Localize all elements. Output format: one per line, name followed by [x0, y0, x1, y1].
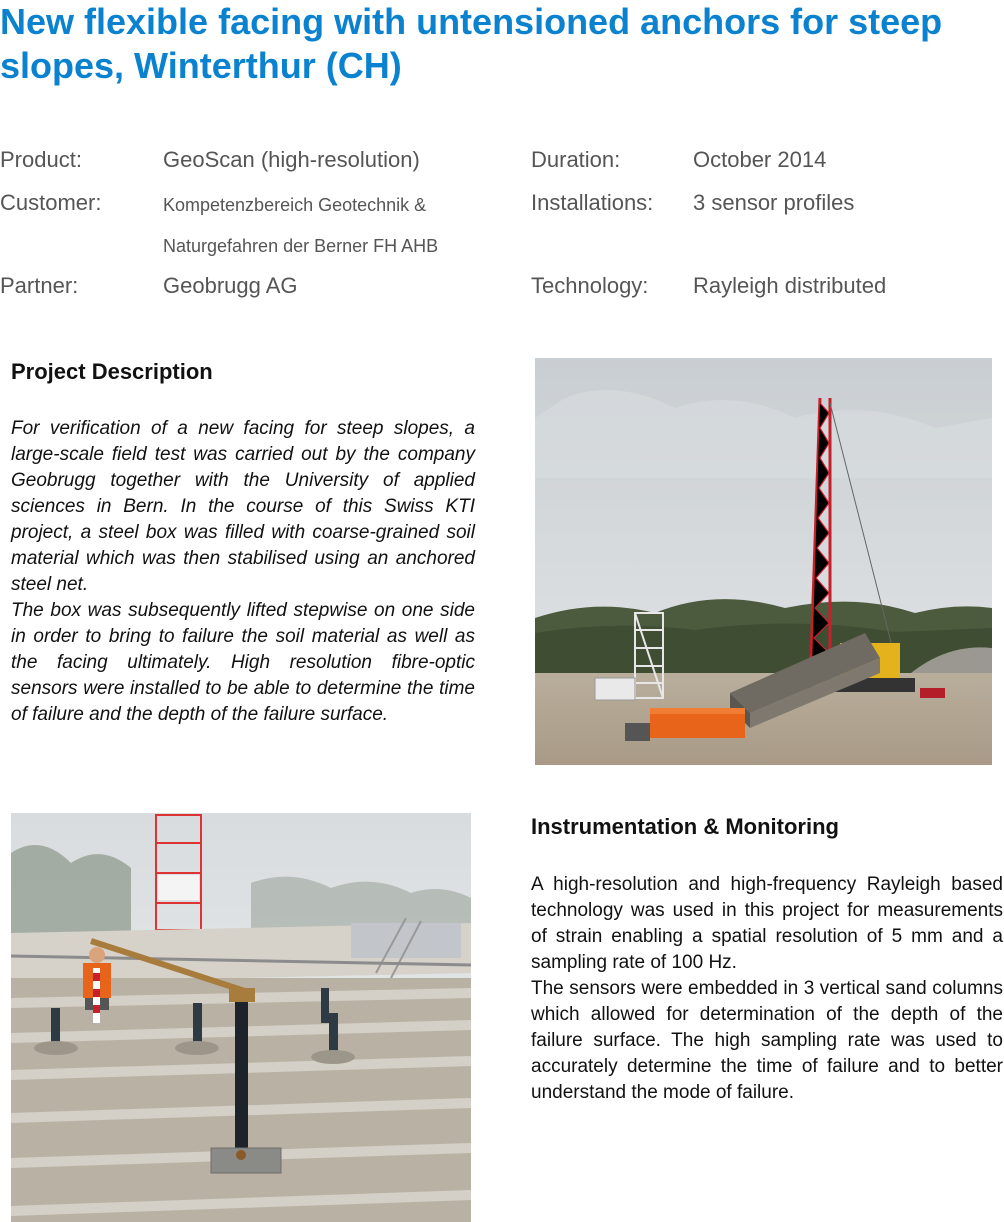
project-description-heading: Project Description [11, 359, 213, 384]
project-paragraph-1: For verification of a new facing for steep slopes, a large-scale field test was carried out by the company Geobrugg together with the University of applied sciences in Bern. In the course of this Swiss KTI project, a steel box was filled with coarse-grained soil material which was then stabilised using an anchored steel net. [11, 418, 475, 595]
instrumentation-heading: Instrumentation & Monitoring [531, 814, 839, 839]
installations-value: 3 sensor profiles [693, 190, 855, 215]
project-description-text [11, 416, 475, 728]
product-value: GeoScan (high-resolution) [163, 147, 420, 172]
customer-label: Customer: [0, 190, 102, 215]
customer-value-line2: Naturgefahren der Berner FH AHB [163, 236, 439, 256]
customer-value-line1: Kompetenzbereich Geotechnik & [163, 195, 427, 215]
duration-value: October 2014 [693, 147, 827, 172]
technology-value: Rayleigh distributed [693, 273, 887, 298]
product-label: Product: [0, 147, 82, 172]
partner-label: Partner: [0, 273, 79, 298]
crane-test-photo [535, 358, 992, 765]
technology-label: Technology: [531, 273, 649, 298]
project-paragraph-2: The box was subsequently lifted stepwise on one side in order to bring to failure the soil material as well as the facing ultimately. High resolution fibre-optic sensors were installed to be able to determine the time of failure and the depth of the failure surface. [11, 600, 475, 725]
page-title: New flexible facing with untensioned anchors for steep slopes, Winterthur (CH) [0, 1, 943, 86]
instrumentation-paragraph-1: A high-resolution and high-frequency Rayleigh based technology was used in this project for measurements of strain enabling a spatial resolution of 5 mm and a sampling rate of 100 Hz. [531, 874, 1003, 973]
instrumentation-paragraph-2: The sensors were embedded in 3 vertical sand columns which allowed for determination of the depth of the failure surface. The high sampling rate was used to accurately determine the time of failure and to better understand the mode of failure. [531, 978, 1003, 1103]
instrumentation-text [531, 872, 1003, 1106]
duration-label: Duration: [531, 147, 621, 172]
partner-value: Geobrugg AG [163, 273, 298, 298]
anchor-installation-photo [11, 813, 471, 1222]
installations-label: Installations: [531, 190, 654, 215]
